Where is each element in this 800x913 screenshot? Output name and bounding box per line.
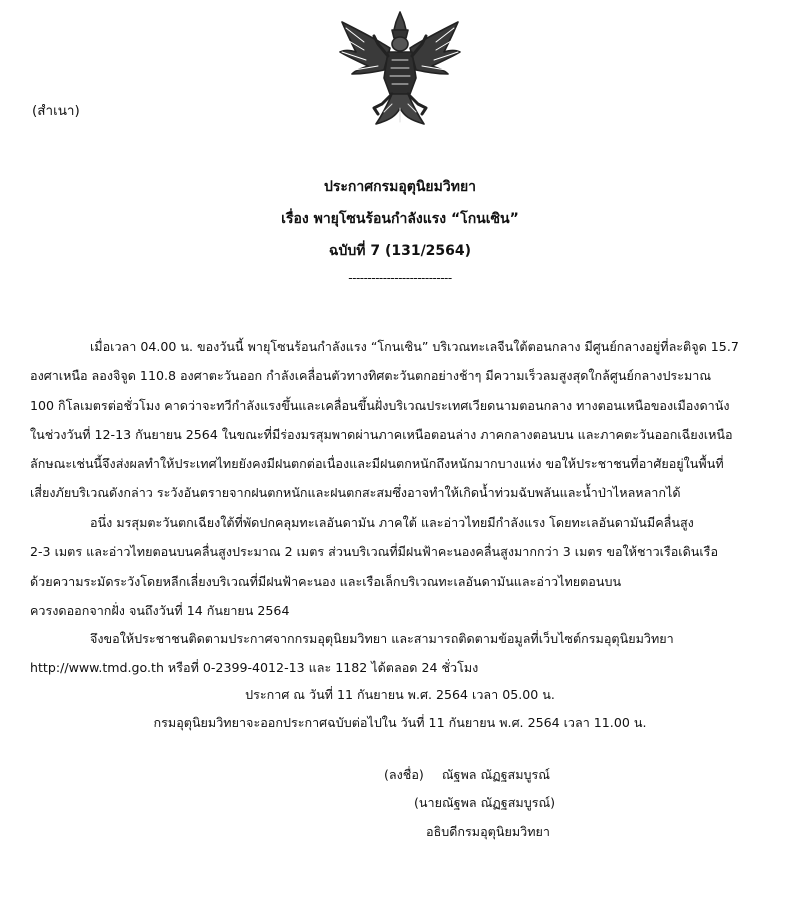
announcement-issue: ฉบับที่ 7 (131/2564) bbox=[328, 243, 472, 259]
announcement-title: ประกาศกรมอุตุนิยมวิทยา bbox=[323, 179, 477, 195]
signatory-full-name: (นายณัฐพล ณัฏฐสมบูรณ์) bbox=[414, 795, 556, 810]
paragraph-line: ลักษณะเช่นนี้จึงส่งผลทำให้ประเทศไทยยังคงมีฝนตกต่อเนื่องและมีฝนตกหนักถึงหนักมากบางแห่ง ขอให้ประชาชนที่อาศัยอยู่ในพื้นที่ bbox=[30, 456, 724, 472]
paragraph-line: http://www.tmd.go.th หรือที่ 0-2399-4012-13 และ 1182 ได้ตลอด 24 ชั่วโมง bbox=[30, 660, 479, 676]
signatory-position: อธิบดีกรมอุตุนิยมวิทยา bbox=[426, 824, 550, 839]
paragraph-line: 2-3 เมตร และอ่าวไทยตอนบนคลื่นสูงประมาณ 2 เมตร ส่วนบริเวณที่มีฝนฟ้าคะนองคลื่นสูงมากกว่า 3 เมตร ขอให้ชาวเรือเดินเรือ bbox=[30, 544, 719, 560]
copy-label: (สำเนา) bbox=[32, 103, 80, 119]
paragraph-line: 100 กิโลเมตรต่อชั่วโมง คาดว่าจะทวีกำลังแรงขึ้นและเคลื่อนขึ้นฝั่งบริเวณประเทศเวียดนามตอนกลาง ทางตอนเหนือของเมืองดานัง bbox=[30, 397, 730, 413]
signature-line bbox=[384, 765, 550, 785]
garuda-emblem-icon bbox=[334, 8, 466, 128]
paragraph-line: อนึ่ง มรสุมตะวันตกเฉียงใต้ที่พัดปกคลุมทะเลอันดามัน ภาคใต้ และอ่าวไทยมีกำลังแรง โดยทะเลอันดามันมีคลื่นสูง bbox=[90, 515, 694, 530]
paragraph-line: เมื่อเวลา 04.00 น. ของวันนี้ พายุโซนร้อนกำลังแรง “โกนเซิน” บริเวณทะเลจีนใต้ตอนกลาง มีศูนย์กลางอยู่ที่ละติจูด 15.7 bbox=[90, 339, 739, 354]
announcement-subject: เรื่อง พายุโซนร้อนกำลังแรง “โกนเซิน” bbox=[281, 211, 519, 227]
paragraph-line: จึงขอให้ประชาชนติดตามประกาศจากกรมอุตุนิยมวิทยา และสามารถติดตามข้อมูลที่เว็บไซต์กรมอุตุนิยมวิทยา bbox=[90, 631, 674, 646]
next-issue-notice: กรมอุตุนิยมวิทยาจะออกประกาศฉบับต่อไปใน วันที่ 11 กันยายน พ.ศ. 2564 เวลา 11.00 น. bbox=[153, 715, 647, 730]
paragraph-storm-details bbox=[30, 332, 780, 508]
announced-date: ประกาศ ณ วันที่ 11 กันยายน พ.ศ. 2564 เวลา 05.00 น. bbox=[245, 687, 555, 702]
paragraph-line: ควรงดออกจากฝั่ง จนถึงวันที่ 14 กันยายน 2564 bbox=[30, 602, 290, 618]
paragraph-line: เสี่ยงภัยบริเวณดังกล่าว ระวังอันตรายจากฝนตกหนักและฝนตกสะสมซึ่งอาจทำให้เกิดน้ำท่วมฉับพลันและน้ำป่าไหลหลากได้ bbox=[30, 485, 681, 501]
signed-name: ณัฐพล ณัฏฐสมบูรณ์ bbox=[441, 767, 550, 782]
paragraph-contact-info bbox=[30, 624, 780, 683]
paragraph-line: ในช่วงวันที่ 12-13 กันยายน 2564 ในขณะที่มีร่องมรสุมพาดผ่านภาคเหนือตอนล่าง ภาคกลางตอนบน และภาคตะวันออกเฉียงเหนือ bbox=[30, 426, 733, 442]
title-divider: --------------------------- bbox=[348, 271, 452, 285]
paragraph-monsoon-warning bbox=[30, 508, 780, 625]
paragraph-line: องศาเหนือ ลองจิจูด 110.8 องศาตะวันออก กำลังเคลื่อนตัวทางทิศตะวันตกอย่างช้าๆ มีความเร็วลมสูงสุดใกล้ศูนย์กลางประมาณ bbox=[30, 368, 712, 384]
paragraph-line: ด้วยความระมัดระวังโดยหลีกเลี่ยงบริเวณที่มีฝนฟ้าคะนอง และเรือเล็กบริเวณทะเลอันดามันและอ่าวไทยตอนบน bbox=[30, 573, 622, 589]
signed-label: (ลงชื่อ) bbox=[384, 767, 424, 782]
